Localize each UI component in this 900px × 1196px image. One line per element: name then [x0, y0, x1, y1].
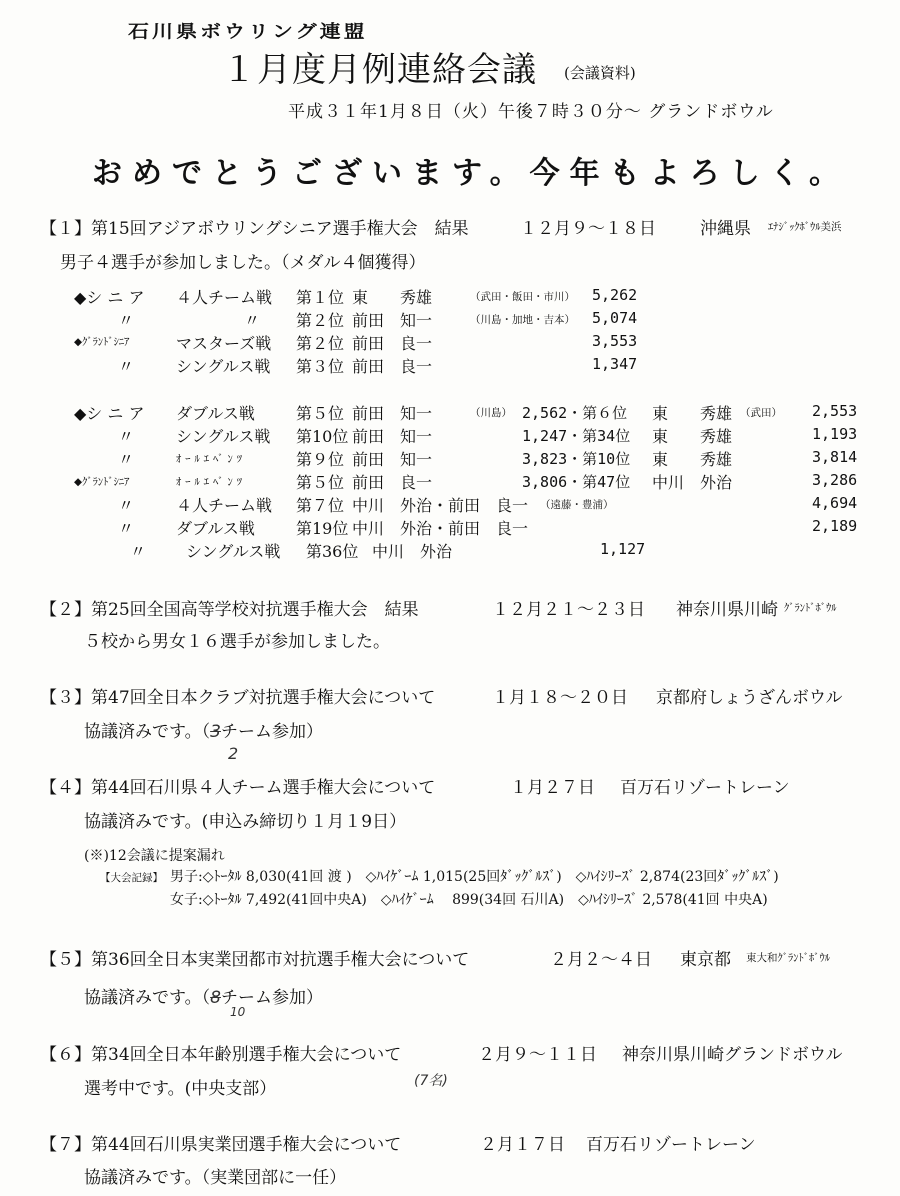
s1-row7-score: 3,823・第10位: [522, 450, 631, 468]
s1-row9-event: ４人チーム戦: [176, 496, 273, 515]
s1-row1-event: ４人チーム戦: [176, 288, 273, 307]
s1-row2-name: 前田 知一: [352, 311, 433, 330]
s1-row1-category: ◆シ ニ ア: [74, 288, 145, 307]
section-5-handwritten-count: 10: [230, 1005, 246, 1019]
s1-row8-category: ◆ｸﾞﾗﾝﾄﾞｼﾆｱ: [74, 476, 130, 488]
s1-row5-score2: 2,553: [812, 402, 858, 420]
section-2-venue: ｸﾞﾗﾝﾄﾞﾎﾞｳﾙ: [784, 602, 837, 614]
s1-row5-score: 2,562・第６位: [522, 404, 628, 422]
section-1-place: 沖縄県: [700, 219, 751, 239]
s1-row2-rank: 第２位: [296, 311, 345, 330]
section-5-venue: 東大和ｸﾞﾗﾝﾄﾞﾎﾞｳﾙ: [746, 952, 830, 964]
s1-row9-note: （遠藤・豊浦）: [540, 499, 614, 511]
section-3-struck-count: 3: [210, 722, 221, 742]
s1-row5-rank: 第５位: [296, 404, 345, 423]
section-4-note: (※)12会議に提案漏れ: [84, 848, 225, 864]
section-3-body: [84, 717, 323, 742]
section-7-place: 百万石リゾートレーン: [586, 1135, 756, 1155]
s1-row5-note: （川島）: [470, 407, 512, 419]
s1-row8-score2: 3,286: [812, 471, 858, 489]
s1-row3-name: 前田 良一: [352, 334, 433, 353]
s1-row9-rank: 第７位: [296, 496, 345, 515]
s1-row10-event: ダブルス戦: [176, 519, 255, 538]
new-year-greeting: おめでとうございます。今年もよろしく。: [92, 156, 849, 191]
section-7-dates: ２月１７日: [480, 1135, 565, 1155]
s1-row4-rank: 第３位: [296, 357, 345, 376]
s1-row4-score: 1,347: [592, 355, 638, 373]
section-6-heading: 【６】第34回全日本年齢別選手権大会について: [40, 1045, 402, 1065]
s1-row8-score: 3,806・第47位: [522, 473, 631, 491]
s1-row11-category: 〃: [130, 542, 147, 561]
section-3-body-post: チーム参加）: [220, 722, 323, 742]
section-6-body: 選考中です。(中央支部）: [84, 1079, 277, 1099]
section-3-body-pre: 協議済みです。（: [84, 722, 211, 742]
s1-row11-score: 1,127: [600, 540, 646, 558]
section-4-men-record: 男子:◇ﾄｰﾀﾙ 8,030(41回 渡 ) ◇ﾊｲｹﾞｰﾑ 1,015(25回ﾀﾞｯｸﾞﾙｽﾞ) ◇ﾊｲｼﾘｰｽﾞ 2,874(23回ﾀﾞｯｸﾞﾙｽﾞ): [170, 869, 779, 885]
s1-row9-category: 〃: [118, 496, 135, 515]
s1-row2-category: 〃: [118, 311, 135, 330]
section-5-place: 東京都: [680, 950, 731, 970]
s1-row8-name2: 中川 外治: [652, 473, 733, 492]
s1-row1-rank: 第１位: [296, 288, 345, 307]
s1-row2-note: （川島・加地・吉本）: [470, 314, 575, 326]
section-5-body-post: チーム参加）: [220, 988, 323, 1008]
s1-row5-event: ダブルス戦: [176, 404, 255, 423]
s1-row3-rank: 第２位: [296, 334, 345, 353]
s1-row5-name: 前田 知一: [352, 404, 433, 423]
s1-row5-note2: （武田）: [740, 407, 782, 419]
section-3-handwritten-count: 2: [228, 744, 239, 763]
section-2-place: 神奈川県川崎: [676, 600, 778, 620]
s1-row10-score2: 2,189: [812, 517, 858, 535]
section-5-dates: ２月２～４日: [550, 950, 652, 970]
section-5-heading: 【５】第36回全日本実業団都市対抗選手権大会について: [40, 950, 470, 970]
s1-row7-name: 前田 知一: [352, 450, 433, 469]
s1-row7-score2: 3,814: [812, 448, 858, 466]
s1-row5-name2: 東 秀雄: [652, 404, 733, 423]
s1-row7-name2: 東 秀雄: [652, 450, 733, 469]
section-4-body: 協議済みです。(申込み締切り１月１9日）: [84, 812, 407, 832]
s1-row8-name: 前田 良一: [352, 473, 433, 492]
section-4-record-label: 【大会記録】: [100, 872, 163, 884]
s1-row9-score2: 4,694: [812, 494, 858, 512]
section-2-body: ５校から男女１６選手が参加しました。: [84, 632, 390, 652]
s1-row10-name: 中川 外治・前田 良一: [352, 519, 529, 538]
s1-row1-note: （武田・飯田・市川）: [470, 291, 575, 303]
section-6-dates: ２月９～１１日: [478, 1045, 597, 1065]
section-6-handwritten-note: (7名): [414, 1073, 448, 1089]
section-7-body: 協議済みです。（実業団部に一任）: [84, 1168, 347, 1188]
s1-row6-score2: 1,193: [812, 425, 858, 443]
s1-row3-category: ◆ｸﾞﾗﾝﾄﾞｼﾆｱ: [74, 336, 130, 348]
s1-row5-category: ◆シ ニ ア: [74, 404, 145, 423]
s1-row7-rank: 第９位: [296, 450, 345, 469]
s1-row6-score: 1,247・第34位: [522, 427, 631, 445]
s1-row4-name: 前田 良一: [352, 357, 433, 376]
section-4-place: 百万石リゾートレーン: [620, 778, 790, 798]
s1-row7-category: 〃: [118, 450, 135, 469]
s1-row4-event: シングルス戦: [176, 357, 271, 376]
s1-row4-category: 〃: [118, 357, 135, 376]
s1-row1-name: 東 秀雄: [352, 288, 433, 307]
section-3-dates: １月１８～２０日: [492, 688, 628, 708]
page-subtitle: (会議資料): [564, 64, 636, 82]
section-1-venue: ｴﾅｼﾞｯｸﾎﾞｳﾙ美浜: [768, 221, 842, 233]
page-title: １月度月例連絡会議: [222, 50, 537, 90]
s1-row2-score: 5,074: [592, 309, 638, 327]
s1-row6-rank: 第10位: [296, 427, 349, 446]
section-5-body: [84, 983, 323, 1008]
s1-row11-event: シングルス戦: [186, 542, 281, 561]
s1-row3-score: 3,553: [592, 332, 638, 350]
s1-row6-event: シングルス戦: [176, 427, 271, 446]
section-7-heading: 【７】第44回石川県実業団選手権大会について: [40, 1135, 402, 1155]
s1-row1-score: 5,262: [592, 286, 638, 304]
section-4-dates: １月２７日: [510, 778, 595, 798]
section-1-dates: １２月９～１８日: [520, 219, 656, 239]
s1-row6-name: 前田 知一: [352, 427, 433, 446]
s1-row6-category: 〃: [118, 427, 135, 446]
section-3-heading: 【３】第47回全日本クラブ対抗選手権大会について: [40, 688, 436, 708]
s1-row7-event: ｵｰﾙｴﾍﾞﾝﾂ: [176, 453, 246, 465]
section-3-place: 京都府しょうざんボウル: [656, 688, 843, 708]
s1-row6-name2: 東 秀雄: [652, 427, 733, 446]
s1-row8-event: ｵｰﾙｴﾍﾞﾝﾂ: [176, 476, 246, 488]
s1-row11-name: 中川 外治: [372, 542, 453, 561]
s1-row2-event: 〃: [244, 311, 261, 330]
section-1-heading: 【１】第15回アジアボウリングシニア選手権大会 結果: [40, 219, 469, 239]
section-6-place: 神奈川県川崎グランドボウル: [622, 1045, 843, 1065]
s1-row10-rank: 第19位: [296, 519, 349, 538]
section-5-body-pre: 協議済みです。（: [84, 988, 211, 1008]
section-5-struck-count: 8: [210, 988, 221, 1008]
s1-row9-name: 中川 外治・前田 良一: [352, 496, 529, 515]
section-1-body: 男子４選手が参加しました。（メダル４個獲得）: [60, 253, 426, 273]
s1-row11-rank: 第36位: [306, 542, 359, 561]
organization-name: 石川県ボウリング連盟: [128, 20, 368, 42]
s1-row3-event: マスターズ戦: [176, 334, 272, 353]
section-4-heading: 【４】第44回石川県４人チーム選手権大会について: [40, 778, 436, 798]
section-4-women-record: 女子:◇ﾄｰﾀﾙ 7,492(41回中央A) ◇ﾊｲｹﾞｰﾑ 899(34回 石川A) ◇ﾊｲｼﾘｰｽﾞ 2,578(41回 中央A): [170, 892, 768, 908]
s1-row10-category: 〃: [118, 519, 135, 538]
section-2-dates: １２月２１～２３日: [492, 600, 645, 620]
section-2-heading: 【２】第25回全国高等学校対抗選手権大会 結果: [40, 600, 419, 620]
meeting-datetime: 平成３１年1月８日（火）午後７時３０分～ グランドボウル: [288, 102, 774, 122]
s1-row8-rank: 第５位: [296, 473, 345, 492]
